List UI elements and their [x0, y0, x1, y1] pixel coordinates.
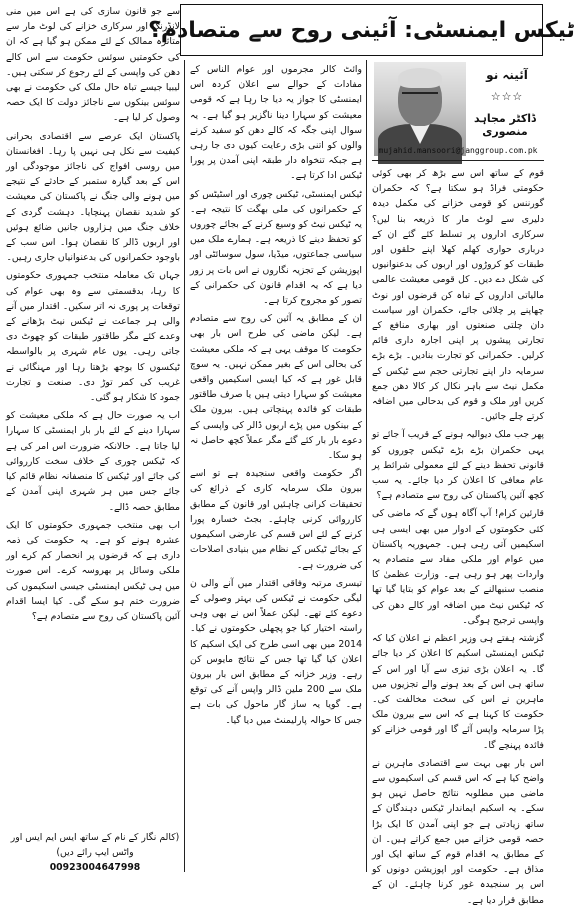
paragraph: سے جو قانون سازی کی ہے اس میں منی لانڈرنگ اور سرکاری خزانے کی لوٹ مار سے متاثرہ ممالک کے لئے ممکن ہو گیا ہے کہ ان کی حکومتیں سوئس حکومت سے اس کالے دھن کی واپسی کے لئے رجوع کر سکتی ہیں۔ لیبیا جیسے تباہ حال ملک کی حکومت نے بھی سوئس بینکوں سے ناجائز دولت کا ایک حصہ وصول کر لیا ہے۔	[6, 6, 180, 124]
column-name: آئینہ نو	[486, 68, 528, 82]
paragraph: اب بھی منتخب جمہوری حکومتوں کا ایک عشرہ ہونے کو ہے۔ یہ حکومت کی ذمہ داری ہے کہ قرضوں پر انحصار کم کرے اور ملکی وسائل پر بھروسہ کرے۔ اس صورت میں ہی ٹیکس ایمنسٹی جیسی اسکیموں کی ضرورت ختم ہو سکے گی۔ کیا ایسا اقدام آئین پاکستان کی روح سے متصادم ہے؟	[6, 519, 180, 622]
photo-glasses	[402, 92, 438, 102]
paragraph: گزشتہ ہفتے ہی وزیر اعظم نے اعلان کیا کہ ٹیکس ایمنسٹی اسکیم کا اعلان کر دیا جائے گا۔ یہ اعلان بڑی تیزی سے آیا اور اس کے ساتھ ہی اس کے بعد ہونے والے تجزیوں میں ماہرین نے اس کی سخت مخالفت کی۔ حکومت کا کہنا ہے کہ اس سے بیرون ملک پڑا سرمایہ واپس آئے گا اور قومی خزانے کو فائدہ پہنچے گا۔	[372, 633, 544, 751]
paragraph: ٹیکس ایمنسٹی، ٹیکس چوری اور اسٹیٹس کو کے حکمرانوں کی ملی بھگت کا نتیجہ ہے۔ یہ ٹیکس نیٹ کو وسیع کرنے کے بجائے چوروں کو تحفظ دینے کا ذریعہ ہے۔ ہمارے ملک میں سیاسی جماعتوں، میڈیا، سول سوسائٹی اور اپوزیشن کے تجزیہ نگاروں نے اس بات پر زور دیا ہے کہ یہ اقدام قانون کی حکمرانی کے تصور کو مجروح کرتا ہے۔	[190, 188, 362, 307]
footer-phone[interactable]: 00923004647998	[49, 862, 141, 873]
paragraph: جہاں تک معاملہ منتخب جمہوری حکومتوں کا رہا، بدقسمتی سے وہ بھی عوام کی توقعات پر پوری نہ اتر سکیں۔ اقتدار میں آنے والی ہر جماعت نے ٹیکس نیٹ بڑھانے کے وعدے کئے مگر طاقتور طبقات کو چھوٹ دی جاتی رہی۔ یوں عام شہری پر بالواسطہ ٹیکسوں کا بوجھ بڑھتا رہا اور مہنگائی نے غریب کی کمر توڑ دی۔ صنعت و تجارت جمود کا شکار ہو گئی۔	[6, 270, 180, 404]
paragraph: پاکستان ایک عرصے سے اقتصادی بحرانی کیفیت سے نکل ہی نہیں پا رہا۔ افغانستان میں روسی افواج کی ناجائز موجودگی اور اس کے بعد گیارہ ستمبر کے حادثے کے نتیجے میں ہونے والی جنگ نے پاکستان کی معیشت کو شدید نقصان پہنچایا۔ دہشت گردی کے خلاف جنگ میں ہزاروں جانیں ضائع ہوئیں اور اربوں ڈالر کا نقصان ہوا۔ اس سب کے باوجود حکمرانوں کی بدعنوانیاں جاری رہیں۔	[6, 130, 180, 264]
paragraph: قوم کے ساتھ اس سے بڑھ کر بھی کوئی حکومتی فراڈ ہو سکتا ہے؟ کہ حکمران گورننس کو قومی خزانے کی مکمل دیدہ دلیری سے لوٹ مار کا ذریعہ بنا لیں؟ سرکاری اداروں پر تسلط کئے گئے ان کے درباری حواری کھلم کھلا اپنے حلقوں اور طبقات کو کروڑوں اور اربوں کی بدعنوانیوں کی شکل دے دیں۔ کل قومی معیشت عالمی مالیاتی اداروں کے تباہ کن قرضوں اور نوٹ چھاپنے پر چلائی جائے، حکمران اور سیاست دان چلتی صنعتوں اور بھاری منافع کے تجارتی پیشوں پر اپنی اجارہ داری قائم کرلیں۔ حکمرانی کو تجارت بنادیں۔ بڑے بڑے سرمایہ دار اپنے تجارتی حجم سے ٹیکس کے مکمل نیٹ سے باہر نکال کر کالا دھن جمع کریں اور ملک و قوم کی بدحالی میں اضافہ کرتے چلے جائیں۔	[372, 168, 544, 423]
column-divider-left	[184, 60, 185, 872]
paragraph: اب یہ صورت حال ہے کہ ملکی معیشت کو سہارا دینے کے لئے بار بار ایمنسٹی کا سہارا لیا جاتا ہے۔ حالانکہ ضرورت اس امر کی ہے کہ ٹیکس چوری کے خلاف سخت کارروائی کی جائے اور ٹیکس کا منصفانہ نظام قائم کیا جائے جس میں ہر شہری اپنی آمدن کے مطابق حصہ ڈالے۔	[6, 410, 180, 513]
paragraph: ان کے مطابق یہ آئین کی روح سے متصادم ہے۔ لیکن ماضی کی طرح اس بار بھی حکومت کا موقف یہی ہے کہ ملکی معیشت کی بحالی اس کے بغیر ممکن نہیں۔ یہ سوچ قابل غور ہے کہ کیا ایسی اسکیمیں واقعی معیشت کو سہارا دیتی ہیں یا صرف طاقتور طبقات کو فائدہ پہنچاتی ہیں۔ بیرون ملک کے بینکوں میں پڑے اربوں ڈالر کی واپسی کے دعوے بار بار کئے گئے مگر عملاً کچھ حاصل نہ ہو سکا۔	[190, 313, 362, 462]
headline-box	[148, 4, 575, 56]
paragraph: اس بار بھی بہت سے اقتصادی ماہرین نے واضح کیا ہے کہ اس قسم کی اسکیموں سے ماضی میں مطلوبہ نتائج حاصل نہیں ہو سکے۔ یہ اسکیم ایماندار ٹیکس دہندگان کے ساتھ زیادتی ہے جو اپنی آمدن کا ایک بڑا حصہ قومی خزانے میں جمع کراتے ہیں۔ ان کے مطابق یہ اقدام قوم کے ساتھ ایک اور مذاق ہے۔ حکومت اور اپوزیشن دونوں کو اس پر سنجیدہ غور کرنا چاہئے۔ ان کے مطابق قرار دیا ہے۔	[372, 757, 544, 906]
paragraph: پھر جب ملک دیوالیہ ہونے کے قریب آ جائے تو یہی حکمران بڑے بڑے ٹیکس چوروں کو قانونی تحفظ دینے کے لئے معمولی شرائط پر عام معافی کا اعلان کر دیا جائے۔ یہ سب کچھ آئین پاکستان کی روح سے متصادم ہے؟	[372, 429, 544, 502]
column-divider-right	[366, 60, 367, 872]
photo-hair	[398, 68, 442, 88]
byline-divider	[372, 160, 544, 161]
author-photo	[374, 62, 466, 156]
footer-note: (کالم نگار کے نام کے ساتھ ایس ایم ایس اور واٹس ایپ رائے دیں)	[10, 832, 180, 858]
author-email[interactable]: mujahid.mansoori@janggroup.com.pk	[378, 146, 538, 155]
paragraph: اگر حکومت واقعی سنجیدہ ہے تو اسے بیرون ملک سرمایہ کاری کے ذرائع کی تحقیقات کرانی چاہئیں اور قانون کے مطابق کارروائی کرنی چاہئے۔ بجٹ خسارہ پورا کرنے کے لئے اس قسم کی عارضی اسکیموں کے بجائے ٹیکس کے نظام میں بنیادی اصلاحات کی ضرورت ہے۔	[190, 468, 362, 571]
headline: ٹیکس ایمنسٹی: آئینی روح سے متصادم؟	[148, 17, 575, 43]
column-stars: ☆☆☆	[490, 90, 524, 103]
text-column-right	[372, 166, 544, 906]
column-footer	[6, 830, 184, 875]
paragraph: وائٹ کالر مجرموں اور عوام الناس کے مفادات کے حوالے سے اعلان کردہ اس ایمنسٹی کا جواز یہ دیا جا رہا ہے کہ قومی معیشت کو سہارا دینا ناگزیر ہو گیا ہے۔ یہ سوال اپنی جگہ کہ کالے دھن کو سفید کرنے والوں کو اتنی بڑی رعایت کیوں دی جا رہی ہے جبکہ تنخواہ دار طبقہ اپنی آمدن پر پورا ٹیکس ادا کرتا ہے۔	[190, 64, 362, 182]
text-column-middle	[190, 62, 362, 872]
author-name: ڈاکٹر مجاہد منصوری	[474, 112, 536, 138]
paragraph: تیسری مرتبہ وفاقی اقتدار میں آنے والی ن لیگی حکومت نے ٹیکس کی بہتر وصولی کے دعوے کئے تھے۔ لیکن عملاً اس نے بھی وہی راستہ اختیار کیا جو پچھلی حکومتوں نے کیا۔ 2014 میں بھی اسی طرح کی ایک اسکیم کا اعلان کیا گیا تھا جس کے نتائج مایوس کن رہے۔ وزیر خزانہ کے مطابق اس بار بیرون ملک سے 200 ملین ڈالر واپس آنے کی توقع ہے۔ گویا یہ ساز گار ماحول کی بات ہے جس کا حوالہ پارلیمنٹ میں دیا گیا۔	[190, 577, 362, 726]
text-column-left	[6, 4, 180, 826]
paragraph: قارئین کرام! آپ آگاہ ہوں گے کہ ماضی کی کئی حکومتوں کے ادوار میں بھی ایسی ہی اسکیمیں آتی رہی ہیں۔ جمہوریہ پاکستان میں عوام اور ملکی مفاد سے متصادم یہ واردات پھر ہو رہی ہے۔ وزارت عظمیٰ کا منصب سنبھالنے کے بعد عوام کو بتایا گیا تھا کہ ٹیکس نیٹ میں اضافہ اور کالے دھن کی واپسی ترجیح ہوگی۔	[372, 508, 544, 626]
